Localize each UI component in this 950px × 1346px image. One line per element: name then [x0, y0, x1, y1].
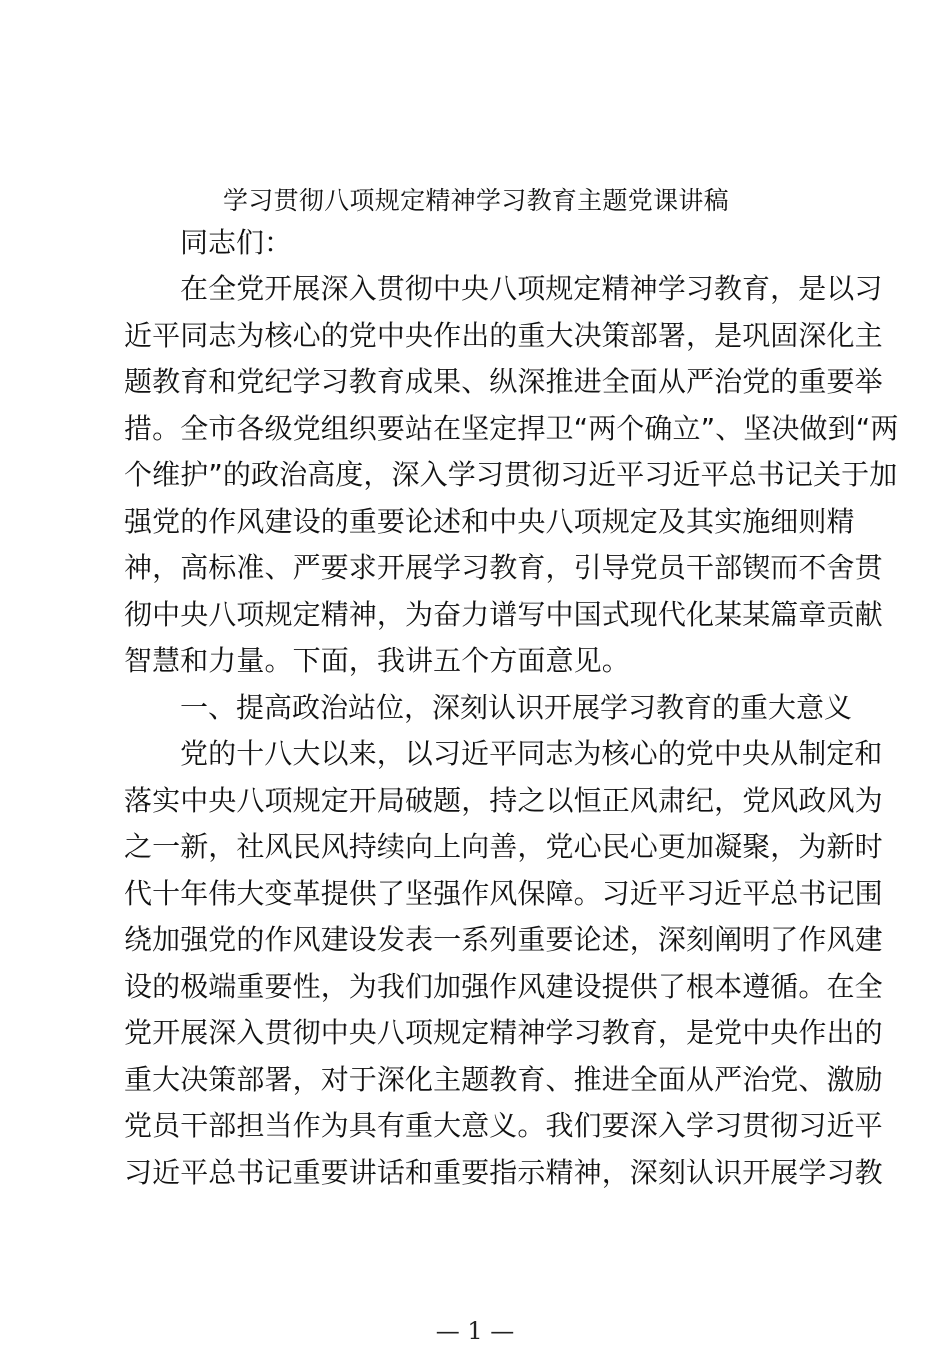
paragraph-intro: [124, 266, 899, 685]
paragraph-line: 智慧和力量。下面，我讲五个方面意见。: [124, 644, 630, 677]
paragraph-line: 彻中央八项规定精神，为奋力谱写中国式现代化某某篇章贡献: [124, 597, 883, 631]
paragraph-line: 党开展深入贯彻中央八项规定精神学习教育，是党中央作出的: [124, 1016, 883, 1049]
section-heading: 一、提高政治站位，深刻认识开展学习教育的重大意义: [180, 690, 853, 724]
paragraph-line: 措。全市各级党组织要站在坚定捍卫“两个确立”、坚决做到“两: [124, 411, 899, 445]
paragraph-line: 神，高标准、严要求开展学习教育，引导党员干部锲而不舍贯: [124, 551, 883, 584]
paragraph-line: 强党的作风建设的重要论述和中央八项规定及其实施细则精: [124, 504, 855, 538]
paragraph-line: 近平同志为核心的党中央作出的重大决策部署，是巩固深化主: [124, 318, 883, 352]
paragraph-line: 落实中央八项规定开局破题，持之以恒正风肃纪，党风政风为: [124, 783, 883, 817]
paragraph-line: 重大决策部署，对于深化主题教育、推进全面从严治党、激励: [124, 1062, 883, 1096]
page-number: — 1 —: [435, 1317, 515, 1345]
paragraph-line: 代十年伟大变革提供了坚强作风保障。习近平习近平总书记围: [124, 876, 883, 910]
paragraph-line: 习近平总书记重要讲话和重要指示精神，深刻认识开展学习教: [124, 1155, 883, 1189]
paragraph-line: 绕加强党的作风建设发表一系列重要论述，深刻阐明了作风建: [124, 923, 883, 956]
paragraph-section-one: [124, 731, 883, 1196]
paragraph-line: 之一新，社风民风持续向上向善，党心民心更加凝聚，为新时: [124, 830, 883, 863]
document-body: [124, 182, 899, 1196]
paragraph-line: 题教育和党纪学习教育成果、纵深推进全面从严治党的重要举: [124, 365, 883, 398]
paragraph-line: 个维护”的政治高度，深入学习贯彻习近平习近平总书记关于加: [124, 458, 898, 491]
paragraph-line: 在全党开展深入贯彻中央八项规定精神学习教育，是以习: [180, 272, 883, 305]
paragraph-line: 党员干部担当作为具有重大意义。我们要深入学习贯彻习近平: [124, 1109, 883, 1142]
salutation: 同志们：: [180, 226, 293, 259]
paragraph-line: 党的十八大以来，以习近平同志为核心的党中央从制定和: [180, 737, 883, 770]
paragraph-line: 设的极端重要性，为我们加强作风建设提供了根本遵循。在全: [124, 969, 883, 1003]
document-title: 学习贯彻八项规定精神学习教育主题党课讲稿: [222, 186, 729, 215]
